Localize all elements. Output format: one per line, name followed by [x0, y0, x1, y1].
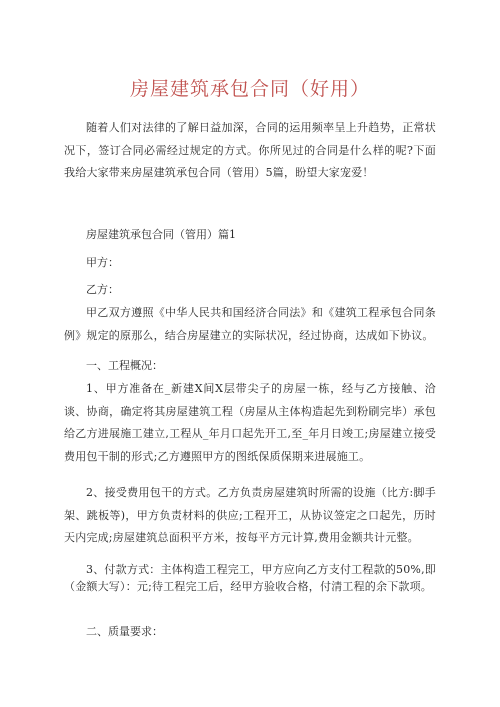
section-heading: 房屋建筑承包合同（管用）篇1	[86, 228, 236, 241]
intro-paragraph: 随着人们对法律的了解日益加深，合同的运用频率呈上升趋势，正常状况下，签订合同必需经过规定的方式。你所见过的合同是什么样的呢?下面我给大家带来房屋建筑承包合同（管用）5篇，盼望大家宠爱！	[64, 121, 436, 179]
heading-quality-requirements: 二、质量要求：	[86, 625, 163, 638]
clause-2-paragraph: 2、接受费用包干的方式。乙方负责房屋建筑时所需的设施（比方:脚手架、跳板等)，甲方负责材料的供应;工程开工，从协议签定之口起先，历时天内完成;房屋建筑总面积平方米，按每平方元计算,费用金额共计元整。	[64, 486, 436, 544]
preamble-paragraph: 甲乙双方遵照《中华人民共和国经济合同法》和《建筑工程承包合同条例》规定的原那么，结合房屋建立的实际状况，经过协商，达成如下协议。	[64, 306, 436, 342]
party-a-line: 甲方：	[86, 256, 119, 269]
clause-1-paragraph: 1、甲方准备在_新建X间X层带尖子的房屋一栋，经与乙方接触、洽谈、协商，确定将其房屋建筑工程（房屋从主体构造起先到粉刷完毕）承包给乙方进展施工建立,工程从_年月口起先开工,至_年月日竣工;房屋建立接受费用包干制的形式;乙方遵照甲方的图纸保质保期来进展施工。	[64, 382, 436, 463]
heading-project-overview: 一、工程概况：	[86, 359, 163, 372]
document-title: 房屋建筑承包合同（好用）	[129, 78, 370, 100]
clause-3-paragraph: 3、付款方式：主体构造工程完工，甲方应向乙方支付工程款的50%,即（金额大写）：元;待工程完工后，经甲方验收合格，付清工程的余下款项。	[64, 563, 436, 593]
party-b-line: 乙方：	[86, 283, 119, 296]
